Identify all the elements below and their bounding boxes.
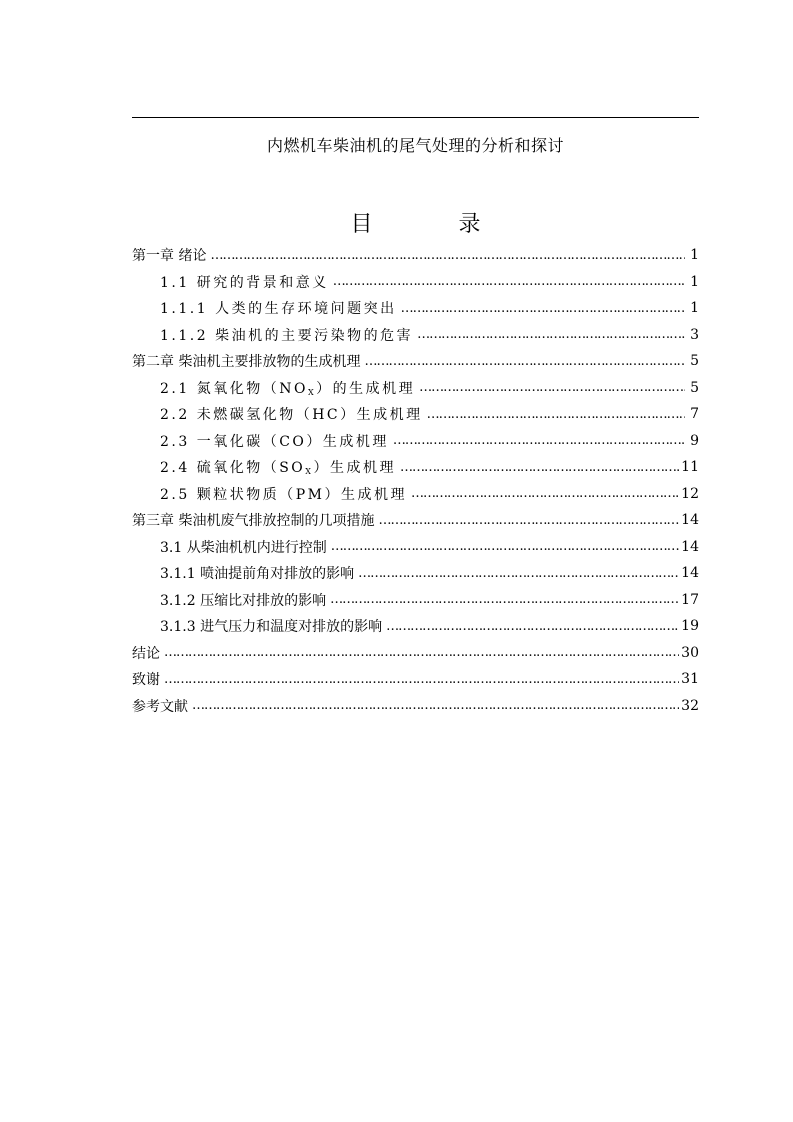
toc-entry-label: 2.5 颗粒状物质（PM）生成机理 — [160, 486, 407, 503]
toc-entry-label: 第二章 柴油机主要排放物的生成机理 — [132, 354, 361, 371]
subscript-x: X — [307, 387, 317, 397]
toc-entry-page: 1 — [690, 300, 699, 317]
dot-leader — [164, 672, 679, 687]
dot-leader — [386, 619, 679, 634]
dot-leader — [400, 460, 679, 475]
toc-entry-page: 14 — [681, 512, 699, 529]
dot-leader — [333, 274, 685, 289]
toc-entry[interactable] — [132, 613, 699, 640]
toc-entry[interactable] — [132, 454, 699, 481]
toc-entry-page: 1 — [690, 247, 699, 264]
toc-entry-page: 14 — [681, 538, 699, 555]
dot-leader — [210, 248, 685, 263]
document-title: 内燃机车柴油机的尾气处理的分析和探讨 — [266, 136, 564, 155]
dot-leader — [164, 645, 679, 660]
toc-entry-label: 第一章 绪论 — [132, 248, 207, 265]
dot-leader — [401, 301, 685, 316]
toc-entry-label: 2.3 一氧化碳（CO）生成机理 — [160, 433, 389, 450]
toc-entry-page: 3 — [690, 326, 699, 343]
toc-entry-page: 11 — [681, 459, 699, 476]
toc-entry-label: 1.1 研究的背景和意义 — [160, 274, 329, 291]
toc-entry[interactable] — [132, 534, 699, 561]
toc-entry[interactable] — [132, 428, 699, 455]
header-rule — [132, 117, 699, 118]
dot-leader — [417, 327, 685, 342]
toc-entry-label: 结论 — [132, 645, 160, 662]
dot-leader — [364, 354, 685, 369]
toc-entry-page: 12 — [681, 485, 699, 502]
dot-leader — [192, 698, 679, 713]
toc-entry[interactable] — [132, 295, 699, 322]
dot-leader — [358, 566, 679, 581]
toc-entry-page: 17 — [681, 591, 699, 608]
toc-entry-label: 3.1.1 喷油提前角对排放的影响 — [160, 566, 355, 583]
toc-entry[interactable] — [132, 242, 699, 269]
dot-leader — [419, 380, 685, 395]
toc-entry-label: 2.4 硫氧化物$(SO_X)$生成机理 — [160, 460, 396, 477]
toc-entry-page: 30 — [681, 644, 699, 661]
toc-entry[interactable] — [132, 401, 699, 428]
toc-entry-label: 3.1.2 压缩比对排放的影响 — [160, 592, 327, 609]
toc-entry-page: 31 — [681, 671, 699, 688]
toc-entry-page: 19 — [681, 618, 699, 635]
toc-heading — [132, 207, 699, 238]
dot-leader — [331, 539, 679, 554]
toc-entry-page: 5 — [690, 353, 699, 370]
toc-entry[interactable] — [132, 348, 699, 375]
toc-entry-label: 2.2 未燃碳氢化物（HC）生成机理 — [160, 407, 423, 424]
toc-heading-left: 目 — [350, 212, 373, 237]
toc-entry-label: 2.1 氮氧化物$(NO_X)$的生成机理 — [160, 380, 416, 397]
table-of-contents — [132, 242, 699, 719]
toc-entry-label: 参考文献 — [132, 698, 188, 715]
dot-leader — [330, 592, 679, 607]
toc-entry-label: 3.1.3 进气压力和温度对排放的影响 — [160, 619, 383, 636]
toc-entry[interactable] — [132, 666, 699, 693]
toc-entry-label: 3.1 从柴油机机内进行控制 — [160, 539, 327, 556]
toc-entry[interactable] — [132, 481, 699, 508]
toc-entry[interactable] — [132, 587, 699, 614]
toc-entry[interactable] — [132, 560, 699, 587]
toc-entry-page: 14 — [681, 565, 699, 582]
toc-entry-page: 1 — [690, 273, 699, 290]
subscript-x: X — [305, 467, 314, 477]
toc-entry-page: 5 — [690, 379, 699, 396]
dot-leader — [378, 513, 679, 528]
toc-entry[interactable] — [132, 507, 699, 534]
toc-entry[interactable] — [132, 322, 699, 349]
toc-entry[interactable] — [132, 269, 699, 296]
toc-entry-page: 32 — [681, 697, 699, 714]
toc-entry-page: 7 — [690, 406, 699, 423]
toc-entry-label: 第三章 柴油机废气排放控制的几项措施 — [132, 513, 375, 530]
toc-entry-label: 致谢 — [132, 672, 160, 689]
toc-entry-label: 1.1.1 人类的生存环境问题突出 — [160, 301, 397, 318]
dot-leader — [393, 433, 685, 448]
toc-entry[interactable] — [132, 640, 699, 667]
toc-entry-label: 1.1.2 柴油机的主要污染物的危害 — [160, 327, 414, 344]
toc-entry[interactable] — [132, 693, 699, 720]
toc-entry-page: 9 — [690, 432, 699, 449]
dot-leader — [411, 486, 679, 501]
toc-heading-right: 录 — [458, 212, 481, 237]
dot-leader — [427, 407, 685, 422]
toc-entry[interactable] — [132, 375, 699, 402]
